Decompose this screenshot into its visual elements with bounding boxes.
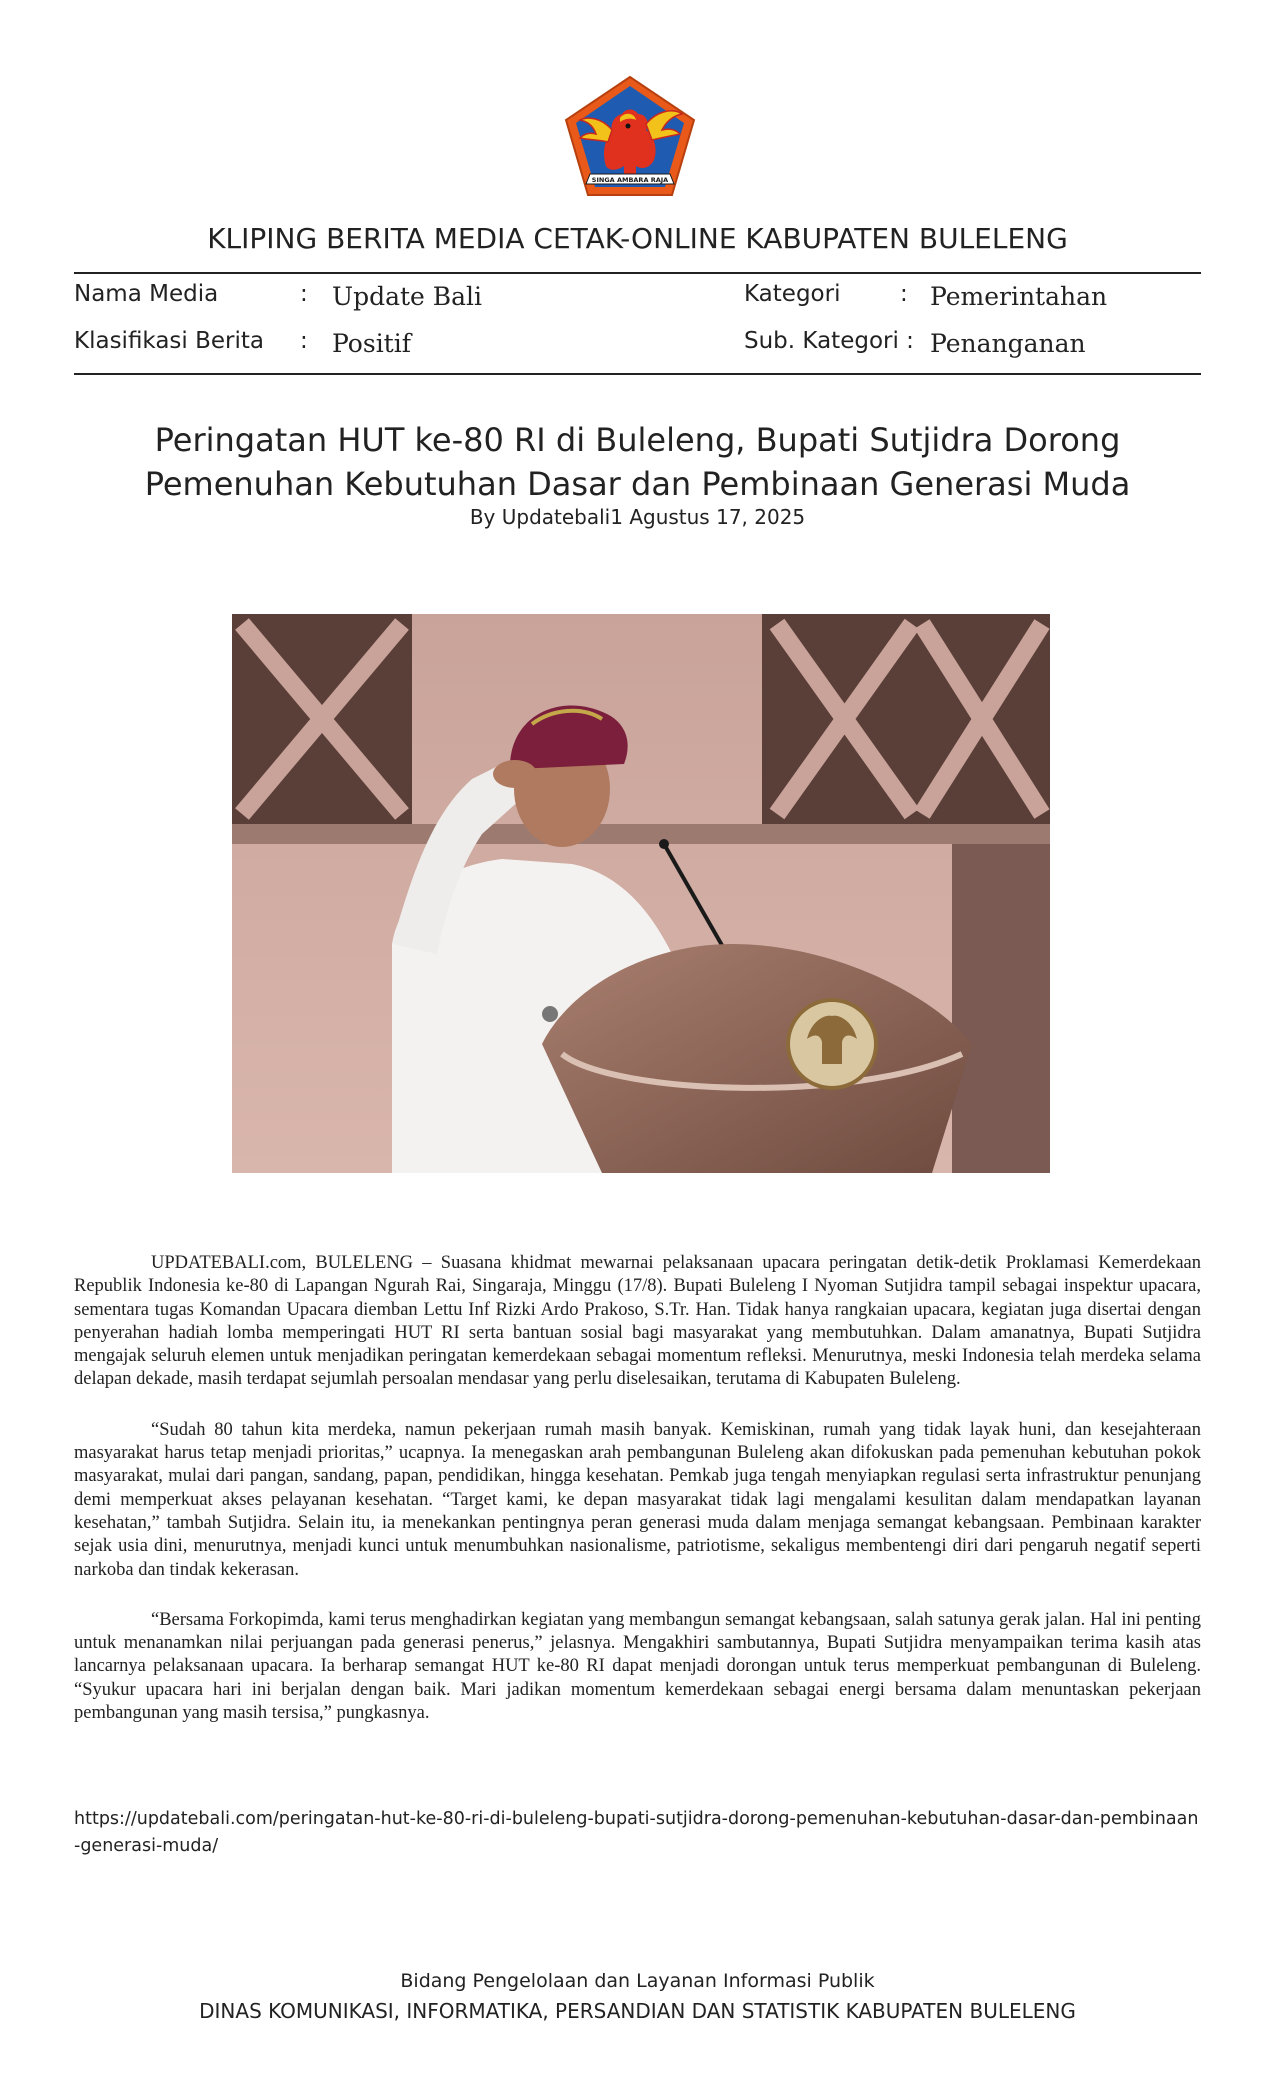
article-body — [74, 1252, 1201, 1752]
kategori-value: Pemerintahan — [930, 282, 1108, 311]
article-headline — [0, 418, 1275, 506]
nama-media-colon: : — [300, 281, 308, 307]
kabupaten-buleleng-logo — [562, 74, 698, 199]
footer-agency: DINAS KOMUNIKASI, INFORMATIKA, PERSANDIAN DAN STATISTIK KABUPATEN BULELENG — [199, 1999, 1076, 2023]
logo-motto: SINGA AMBARA RAJA — [591, 176, 669, 184]
article-byline: By Updatebali1 Agustus 17, 2025 — [469, 505, 806, 529]
article-paragraph-2: “Sudah 80 tahun kita merdeka, namun pekerjaan rumah masih banyak. Kemiskinan, rumah yang tidak layak huni, dan kesejahteraan masyarakat harus tetap menjadi prioritas,” ucapnya. Ia menegaskan arah pembangunan Buleleng akan difokuskan pada pemenuhan kebutuhan pokok masyarakat, mulai dari pangan, sandang, papan, pendidikan, hingga kesehatan. Pemkab juga tengah menyiapkan regulasi serta infrastruktur penunjang demi memperkuat akses pelayanan kesehatan. “Target kami, ke depan masyarakat tidak lagi mengalami kesulitan dalam mendapatkan layanan kesehatan,” tambah Sutjidra. Selain itu, ia menekankan pentingnya peran generasi muda dalam menjaga semangat kebangsaan. Pembinaan karakter sejak usia dini, menurutnya, menjadi kunci untuk menumbuhkan nasionalisme, patriotisme, sekaligus membentengi diri dari pengaruh negatif seperti narkoba dan tindak kekerasan. — [74, 1419, 1201, 1580]
headline-line-2: Pemenuhan Kebutuhan Dasar dan Pembinaan Generasi Muda — [144, 465, 1131, 503]
article-paragraph-3: “Bersama Forkopimda, kami terus menghadirkan kegiatan yang membangun semangat kebangsaan, salah satunya gerak jalan. Hal ini penting untuk menanamkan nilai perjuangan pada generasi penerus,” jelasnya. Mengakhiri sambutannya, Bupati Sutjidra menyampaikan terima kasih atas lancarnya pelaksanaan upacara. Ia berharap semangat HUT ke-80 RI dapat menjadi dorongan untuk terus memperkuat pembangunan di Buleleng. “Syukur upacara hari ini berjalan dengan baik. Mari jadikan momentum kemerdekaan sebagai energi bersama dalam menuntaskan pekerjaan pembangunan yang masih tersisa,” pungkasnya. — [74, 1609, 1201, 1724]
headline-line-1: Peringatan HUT ke-80 RI di Buleleng, Bupati Sutjidra Dorong — [154, 421, 1121, 459]
article-photo — [232, 614, 1050, 1173]
footer-division: Bidang Pengelolaan dan Layanan Informasi Publik — [400, 1970, 875, 1992]
article-paragraph-1: UPDATEBALI.com, BULELENG – Suasana khidmat mewarnai pelaksanaan upacara peringatan detik-detik Proklamasi Kemerdekaan Republik Indonesia ke-80 di Lapangan Ngurah Rai, Singaraja, Minggu (17/8). Bupati Buleleng I Nyoman Sutjidra tampil sebagai inspektur upacara, sementara tugas Komandan Upacara diemban Lettu Inf Rizki Ardo Prakoso, S.Tr. Han. Tidak hanya rangkaian upacara, kegiatan juga disertai dengan penyerahan hadiah lomba memperingati HUT RI serta bantuan sosial bagi masyarakat yang membutuhkan. Dalam amanatnya, Bupati Sutjidra mengajak seluruh elemen untuk menjadikan peringatan kemerdekaan sebagai momentum refleksi. Menurutnya, meski Indonesia telah merdeka selama delapan dekade, masih terdapat sejumlah persoalan mendasar yang perlu diselesaikan, terutama di Kabupaten Buleleng. — [74, 1253, 1201, 1390]
kategori-label: Kategori — [744, 281, 841, 307]
klasifikasi-label: Klasifikasi Berita — [74, 328, 265, 354]
nama-media-value: Update Bali — [332, 282, 483, 311]
nama-media-label: Nama Media — [74, 281, 219, 307]
klasifikasi-value: Positif — [332, 329, 411, 358]
sub-kategori-value: Penanganan — [930, 329, 1086, 358]
divider-top — [74, 272, 1201, 274]
klasifikasi-colon: : — [300, 328, 308, 354]
source-url-link[interactable]: https://updatebali.com/peringatan-hut-ke-80-ri-di-buleleng-bupati-sutjidra-dorong-pemenuhan-kebutuhan-dasar-dan-pembinaan-generasi-muda/ — [74, 1809, 1199, 1856]
divider-bottom — [74, 373, 1201, 375]
kategori-colon: : — [900, 281, 908, 307]
document-title: KLIPING BERITA MEDIA CETAK-ONLINE KABUPATEN BULELENG — [207, 222, 1068, 255]
sub-kategori-label: Sub. Kategori : — [744, 328, 914, 354]
